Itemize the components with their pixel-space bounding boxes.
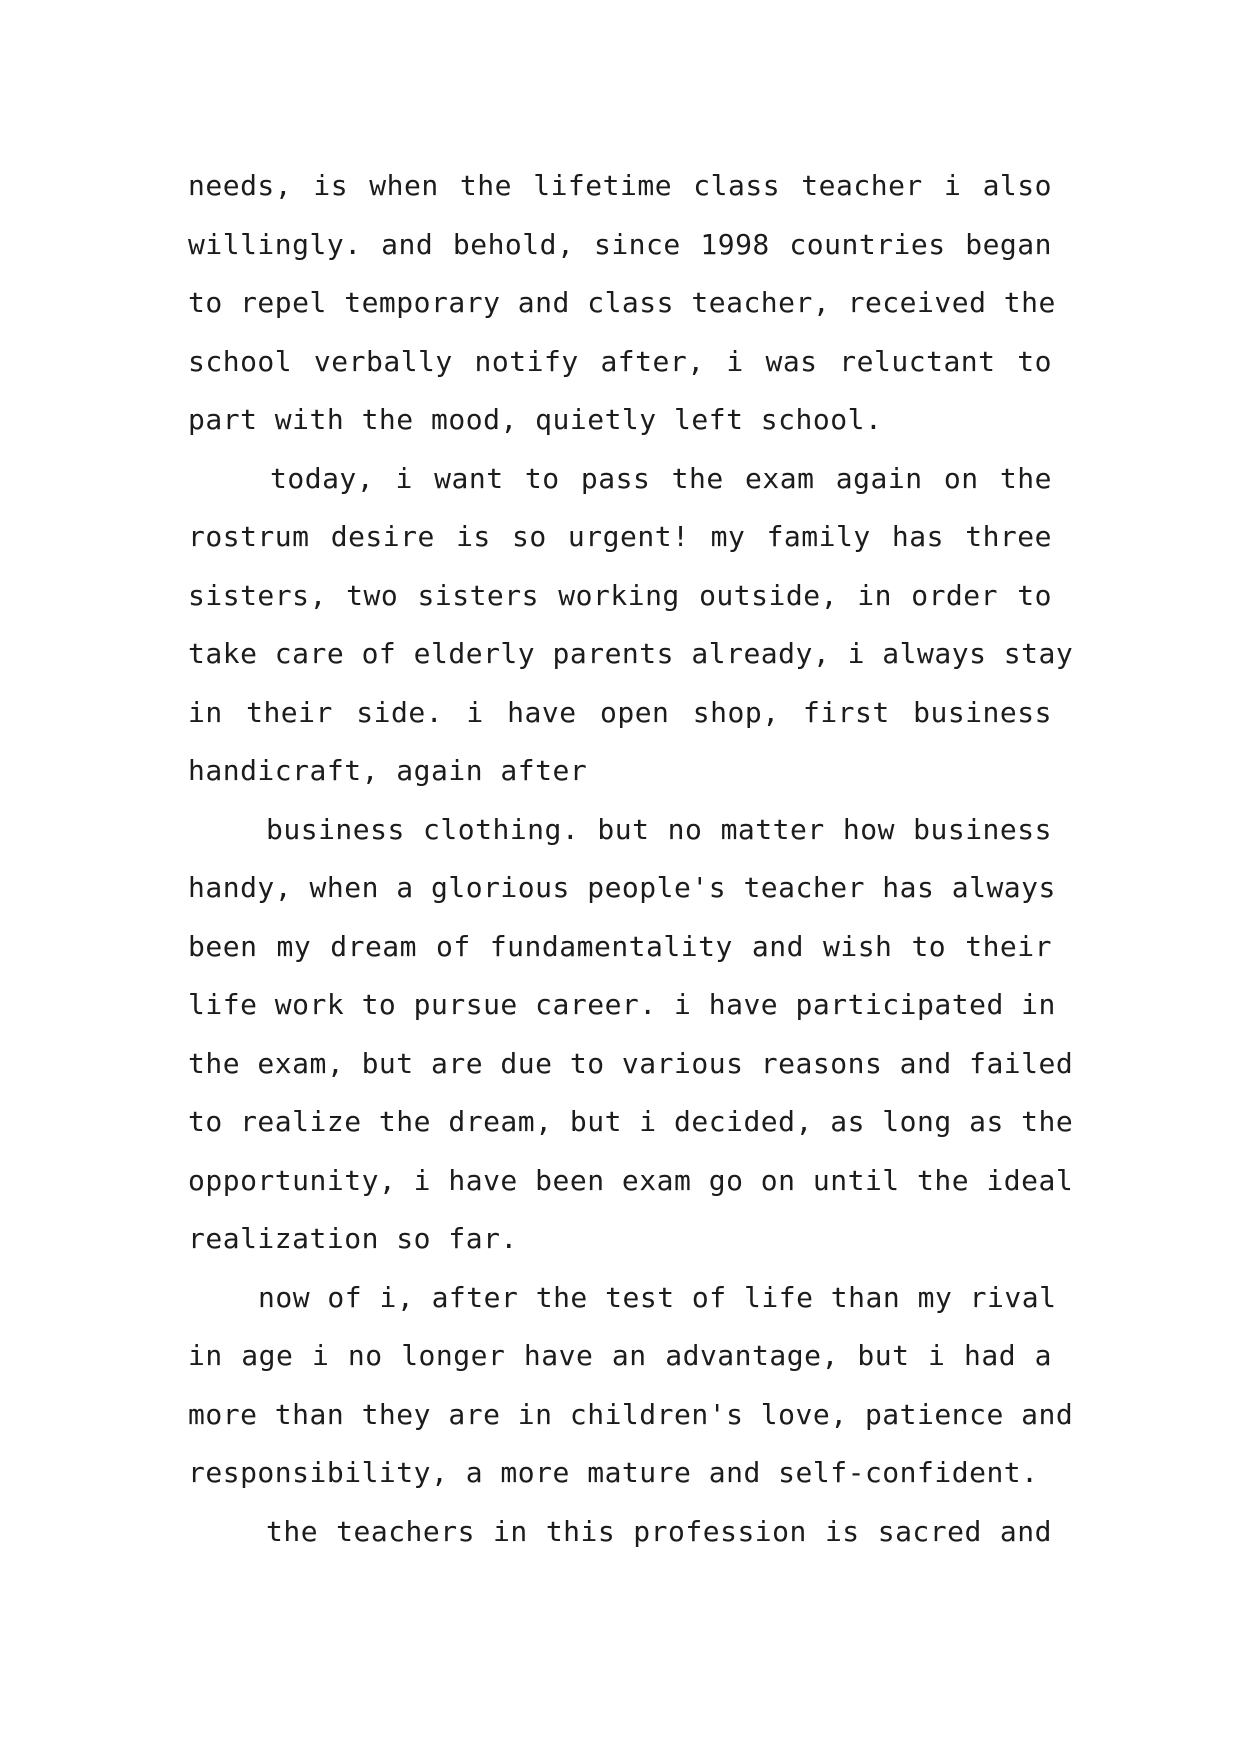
text-line: handy, when a glorious people's teacher has always [188,871,1056,904]
paragraph-start-line: the teachers in this profession is sacred and [266,1514,1052,1548]
text-line: part with the mood, quietly left school. [188,403,883,436]
text-line: school verbally notify after, i was reluctant to [188,344,1052,378]
text-line: handicraft, again after [188,754,588,787]
paragraph-start-line: today, i want to pass the exam again on the [270,461,1052,495]
paragraph-start-line: now of i, after the test of life than my rival [258,1280,1057,1314]
text-line: take care of elderly parents already, i always stay [188,637,1074,670]
text-line: in age i no longer have an advantage, but i had a [188,1339,1052,1372]
text-line: needs, is when the lifetime class teacher i also [188,169,1052,202]
text-line: willingly. and behold, since 1998 countries began [188,227,1052,261]
text-line: realization so far. [188,1222,518,1255]
text-line: in their side. i have open shop, first business [188,695,1052,729]
text-line: opportunity, i have been exam go on until the ideal [188,1163,1074,1197]
paragraph-start-line: business clothing. but no matter how business [266,812,1052,846]
text-line: life work to pursue career. i have participated in [188,988,1056,1021]
text-line: sisters, two sisters working outside, in order to [188,578,1052,612]
text-line: been my dream of fundamentality and wish to their [188,929,1052,963]
text-line: more than they are in children's love, patience and [188,1397,1074,1431]
text-line: the exam, but are due to various reasons and failed [188,1046,1074,1080]
body-text [188,157,1074,1561]
text-line: responsibility, a more mature and self-confident. [188,1456,1039,1489]
text-line: rostrum desire is so urgent! my family has three [188,520,1052,553]
text-line: to repel temporary and class teacher, received the [188,286,1056,319]
text-line: to realize the dream, but i decided, as long as the [188,1105,1074,1138]
